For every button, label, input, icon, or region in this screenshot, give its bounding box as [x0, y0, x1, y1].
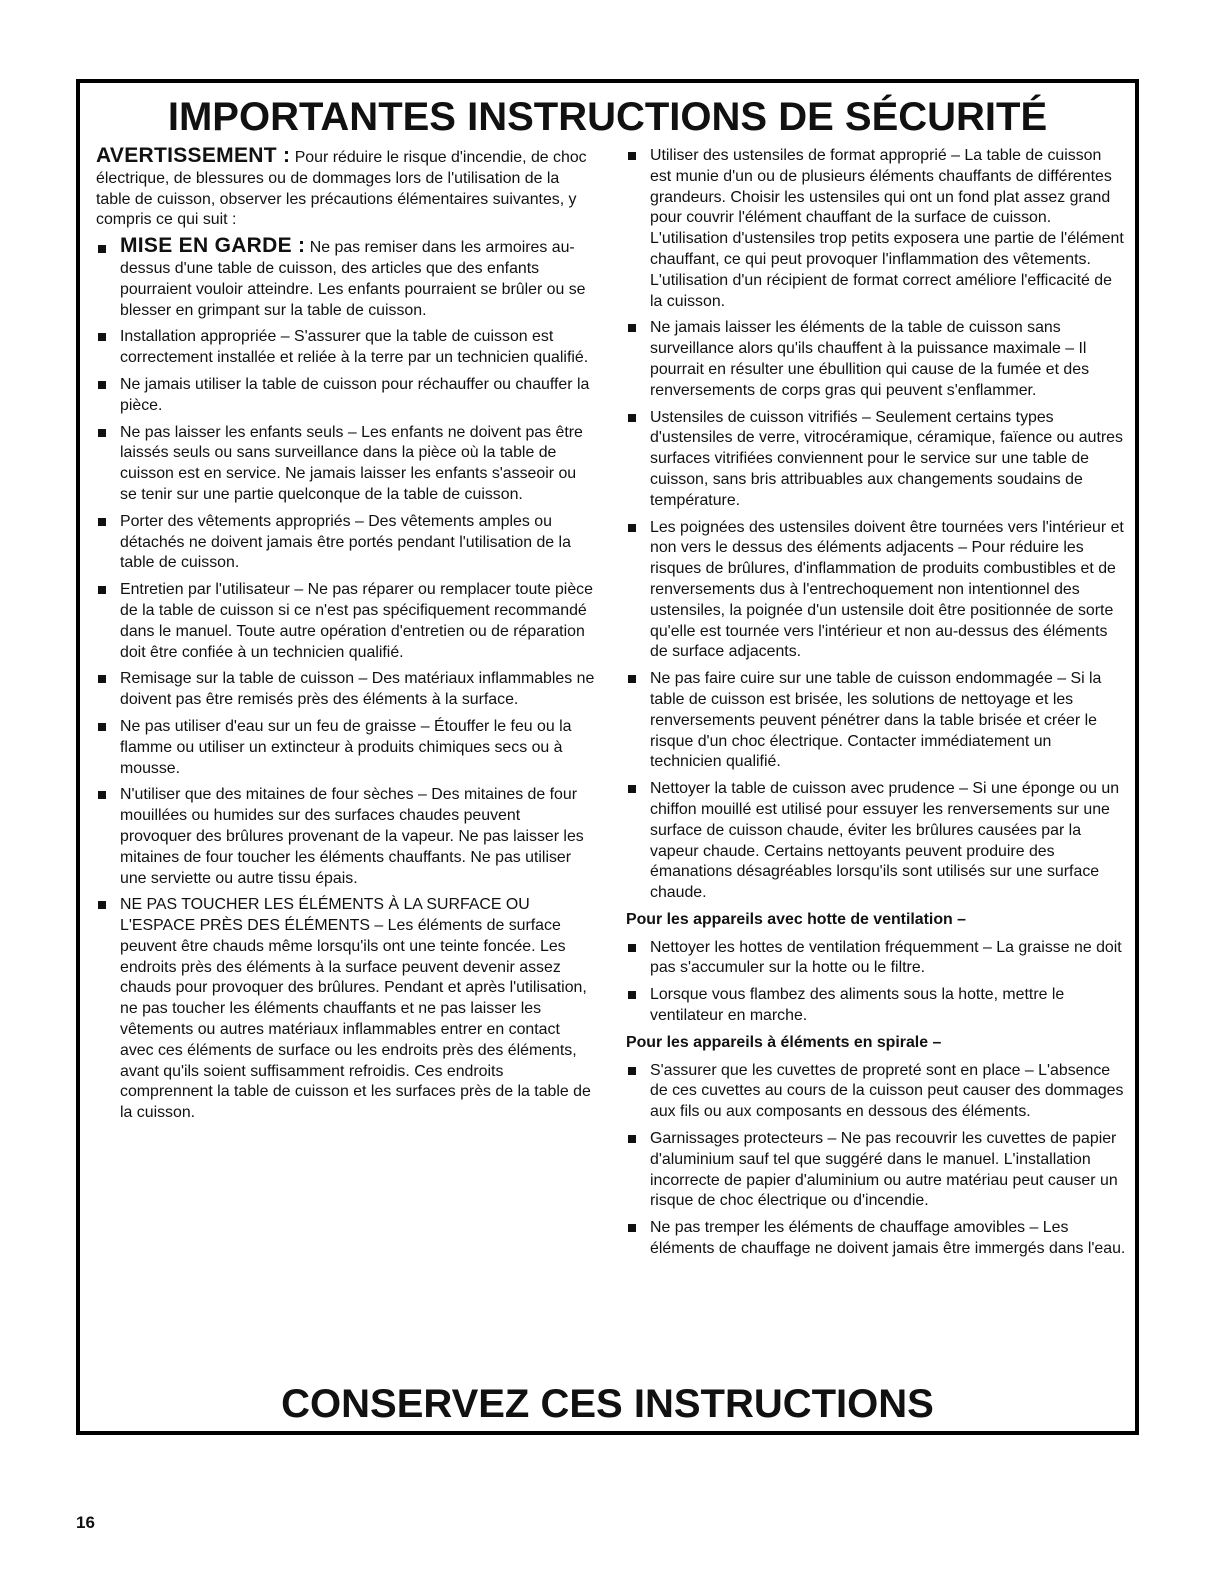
- bullet-icon: [628, 414, 636, 422]
- list-item: [626, 146, 1126, 312]
- list-item: [96, 580, 596, 663]
- left-safety-list: [96, 236, 596, 1124]
- coil-safety-list: [626, 1061, 1126, 1260]
- bullet-icon: [628, 785, 636, 793]
- list-item: [96, 423, 596, 506]
- bullet-icon: [98, 429, 106, 437]
- list-item-text: Porter des vêtements appropriés – Des vêtements amples ou détachés ne doivent jamais être portés pendant l'utilisation de la table de cuisson.: [120, 512, 571, 572]
- bullet-icon: [98, 245, 106, 253]
- bullet-icon: [98, 586, 106, 594]
- list-item: [96, 895, 596, 1124]
- left-column: [96, 146, 596, 1130]
- list-item-text: Remisage sur la table de cuisson – Des matériaux inflammables ne doivent pas être remisés près des éléments à la surface.: [120, 670, 595, 709]
- bullet-icon: [628, 1135, 636, 1143]
- hood-safety-list: [626, 938, 1126, 1027]
- list-item: [626, 779, 1126, 904]
- list-item: [626, 1129, 1126, 1212]
- list-item-text: Ustensiles de cuisson vitrifiés – Seulement certains types d'ustensiles de verre, vitrocéramique, céramique, faïence ou autres surfaces vitrifiées conviennent pour le service sur une table de cuisson, sans bris attribuables aux changements soudains de température.: [650, 408, 1123, 509]
- list-item: [626, 669, 1126, 773]
- list-item-text: NE PAS TOUCHER LES ÉLÉMENTS À LA SURFACE OU L'ESPACE PRÈS DES ÉLÉMENTS – Les éléments de surface peuvent être chauds même lorsqu'ils ont une teinte foncée. Les endroits près des éléments à la surface peuvent devenir assez chauds pour provoquer des brûlures. Pendant et après l'utilisation, ne pas toucher les éléments chauffants et ne pas laisser les vêtements ou autres matériaux inflammables entrer en contact avec ces éléments de surface ou les endroits près des éléments, avant qu'ils soient suffisamment refroidis. Ces endroits comprennent la table de cuisson et les surfaces près de la table de la cuisson.: [120, 896, 591, 1122]
- list-item-text: Installation appropriée – S'assurer que la table de cuisson est correctement installée et reliée à la terre par un technicien qualifié.: [120, 328, 589, 367]
- list-item-text: Entretien par l'utilisateur – Ne pas réparer ou remplacer toute pièce de la table de cuisson si ce n'est pas spécifiquement recommandé dans le manuel. Toute autre opération d'entretien ou de réparation doit être confiée à un technicien qualifié.: [120, 581, 593, 661]
- bullet-icon: [98, 791, 106, 799]
- safety-instructions-box: [76, 79, 1139, 1435]
- list-item-text: Les poignées des ustensiles doivent être tournées vers l'intérieur et non vers le dessus des éléments adjacents – Pour réduire les risques de brûlures, d'inflammation de produits combustibles et de renversements dus à l'entrechoquement non intentionnel des ustensiles, la poignée d'un ustensile doit être positionnée de sorte qu'elle est tournée vers l'intérieur et non au-dessus des éléments de surface adjacents.: [650, 518, 1124, 661]
- warning-text: Pour réduire le risque d'incendie, de choc électrique, de blessures ou de dommages lors de l'utilisation de la table de cuisson, observer les précautions élémentaires suivantes, y compris ce qui suit :: [96, 149, 587, 229]
- bullet-icon: [98, 675, 106, 683]
- list-item-text: Ne pas remiser dans les armoires au-dessus d'une table de cuisson, des articles que des enfants pourraient vouloir atteindre. Les enfants pourraient se brûler ou se blesser en grimpant sur la table de cuisson.: [120, 239, 586, 319]
- list-item: [96, 327, 596, 369]
- list-item-text: Ne pas faire cuire sur une table de cuisson endommagée – Si la table de cuisson est brisée, les solutions de nettoyage et les renversements peuvent pénétrer dans la table brisée et créer le risque d'un choc électrique. Contacter immédiatement un technicien qualifié.: [650, 670, 1102, 771]
- bullet-icon: [628, 524, 636, 532]
- list-item-text: Ne pas laisser les enfants seuls – Les enfants ne doivent pas être laissés seuls ou sans surveillance dans la pièce où la table de cuisson est en service. Ne jamais laisser les enfants s'asseoir ou se tenir sur une partie quelconque de la table de cuisson.: [120, 423, 583, 503]
- page-number: 16: [76, 1513, 95, 1532]
- list-item-text: Nettoyer les hottes de ventilation fréquemment – La graisse ne doit pas s'accumuler sur la hotte ou le filtre.: [650, 938, 1122, 977]
- right-column: [626, 146, 1126, 1266]
- bullet-icon: [628, 1224, 636, 1232]
- coil-section-heading: Pour les appareils à éléments en spirale –: [626, 1033, 942, 1051]
- bullet-icon: [628, 944, 636, 952]
- bullet-icon: [98, 901, 106, 909]
- footer-title-wrap: [80, 1380, 1135, 1430]
- bullet-icon: [98, 518, 106, 526]
- hood-section-heading: Pour les appareils avec hotte de ventilation –: [626, 910, 966, 928]
- bullet-icon: [628, 991, 636, 999]
- caution-lead: MISE EN GARDE :: [120, 234, 306, 258]
- bullet-icon: [628, 152, 636, 160]
- footer-title: CONSERVEZ CES INSTRUCTIONS: [281, 1382, 934, 1426]
- list-item: [626, 938, 1126, 980]
- list-item: [96, 669, 596, 711]
- bullet-icon: [98, 723, 106, 731]
- list-item-text: Ne pas utiliser d'eau sur un feu de graisse – Étouffer le feu ou la flamme ou utiliser un extincteur à produits chimiques secs ou à mousse.: [120, 717, 572, 777]
- list-item: [96, 512, 596, 574]
- bullet-icon: [98, 381, 106, 389]
- list-item: [626, 985, 1126, 1027]
- bullet-icon: [628, 1067, 636, 1075]
- list-item-text: Nettoyer la table de cuisson avec prudence – Si une éponge ou un chiffon mouillé est utilisé pour essuyer les renversements sur une surface de cuisson chaude, éviter les brûlures causées par la vapeur chaude. Certains nettoyants peuvent produire des émanations désagréables lorsqu'ils sont utilisés sur une surface chaude.: [650, 780, 1120, 902]
- bullet-icon: [628, 324, 636, 332]
- list-item: [96, 236, 596, 321]
- warning-intro: [96, 146, 596, 231]
- list-item: [96, 717, 596, 779]
- list-item-text: Lorsque vous flambez des aliments sous la hotte, mettre le ventilateur en marche.: [650, 986, 1065, 1025]
- list-item-text: Ne jamais laisser les éléments de la table de cuisson sans surveillance alors qu'ils chauffent à la puissance maximale – Il pourrait en résulter une ébullition qui cause de la fumée et des renversements de corps gras qui peuvent s'enflammer.: [650, 319, 1090, 399]
- list-item: [626, 318, 1126, 401]
- list-item-text: Garnissages protecteurs – Ne pas recouvrir les cuvettes de papier d'aluminium sauf tel que suggéré dans le manuel. L'installation incorrecte de papier d'aluminium ou autre matériau peut causer un risque de choc électrique ou d'incendie.: [650, 1130, 1118, 1210]
- right-safety-list: [626, 146, 1126, 904]
- list-item-text: Ne jamais utiliser la table de cuisson pour réchauffer ou chauffer la pièce.: [120, 375, 590, 414]
- list-item: [626, 1061, 1126, 1123]
- bullet-icon: [628, 675, 636, 683]
- list-item-text: Utiliser des ustensiles de format approprié – La table de cuisson est munie d'un ou de plusieurs éléments chauffants de différentes grandeurs. Choisir les ustensiles qui ont un fond plat assez grand pour couvrir l'élément chauffant de la surface de cuisson. L'utilisation d'ustensiles trop petits exposera une partie de l'élément chauffant, ce qui peut provoquer l'inflammation des vêtements. L'utilisation d'un récipient de format correct améliore l'efficacité de la cuisson.: [650, 147, 1124, 310]
- list-item: [96, 375, 596, 417]
- list-item: [626, 518, 1126, 664]
- list-item-text: N'utiliser que des mitaines de four sèches – Des mitaines de four mouillées ou humides sur des surfaces chaudes peuvent provoquer des brûlures provenant de la vapeur. Ne pas laisser les mitaines de four toucher les éléments chauffants. Ne pas utiliser une serviette ou autre tissu épais.: [120, 786, 584, 887]
- list-item: [96, 785, 596, 889]
- warning-lead: AVERTISSEMENT :: [96, 144, 291, 167]
- page-title: IMPORTANTES INSTRUCTIONS DE SÉCURITÉ: [167, 95, 1048, 139]
- list-item: [626, 408, 1126, 512]
- list-item: [626, 1218, 1126, 1260]
- list-item-text: Ne pas tremper les éléments de chauffage amovibles – Les éléments de chauffage ne doivent jamais être immergés dans l'eau.: [650, 1219, 1126, 1258]
- bullet-icon: [98, 333, 106, 341]
- list-item-text: S'assurer que les cuvettes de propreté sont en place – L'absence de ces cuvettes au cours de la cuisson peut causer des dommages aux fils ou aux composants en dessous des éléments.: [650, 1061, 1124, 1121]
